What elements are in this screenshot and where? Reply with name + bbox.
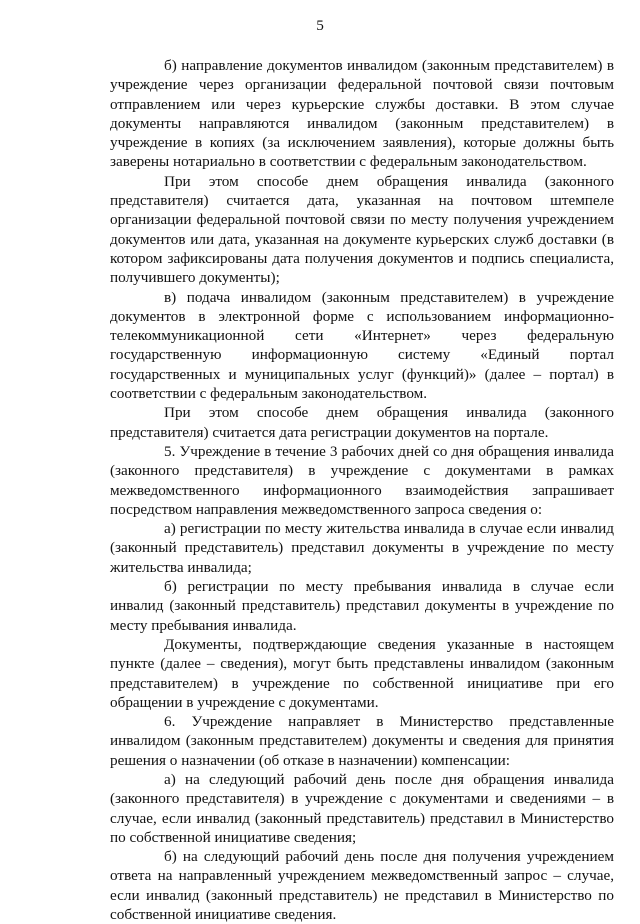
paragraph-postal-date-rule: При этом способе днем обращения инвалида (законного представителя) считается дата, указанная на почтовом штемпеле организации федеральной почтовой связи по месту получения учреждением документов или дата, указанная на документе курьерских служб доставки (в котором зафиксированы дата получения документов и подпись специалиста, получившего документы);	[110, 172, 614, 287]
paragraph-4-b-postal: б) направление документов инвалидом (законным представителем) в учреждение через организации федеральной почтовой связи почтовым отправлением или через курьерские службы доставки. В этом случае документы направляются инвалидом (законным представителем) в учреждение в копиях (за исключением заявления), которые должны быть заверены нотариально в соответствии с федеральным законодательством.	[110, 57, 614, 171]
page-number: 5	[316, 17, 324, 34]
paragraph-5-b-stay: б) регистрации по месту пребывания инвалида в случае если инвалид (законный представитель) представил документы в учреждение по месту пребывания инвалида.	[110, 578, 614, 634]
paragraph-5-interagency-request: 5. Учреждение в течение 3 рабочих дней со дня обращения инвалида (законного представителя) в учреждение с документами в рамках межведомственного информационного взаимодействия запрашивает посредством направления межведомственного запроса сведения о:	[110, 442, 614, 518]
paragraph-5-a-residence: а) регистрации по месту жительства инвалида в случае если инвалид (законный представитель) представил документы в учреждение по месту жительства инвалида;	[110, 520, 614, 576]
paragraph-6-b: б) на следующий рабочий день после дня получения учреждением ответа на направленный учреждением межведомственный запрос – случае, если инвалид (законный представитель) не представил в Министерство по собственной инициативе сведения.	[110, 848, 614, 924]
paragraph-portal-date-rule: При этом способе днем обращения инвалида (законного представителя) считается дата регистрации документов на портале.	[110, 404, 614, 441]
paragraph-6-a: а) на следующий рабочий день после дня обращения инвалида (законного представителя) в учреждение с документами и сведениями – в случае, если инвалид (законный представитель) представил в Министерство по собственной инициативе сведения;	[110, 770, 614, 846]
paragraph-4-v-electronic: в) подача инвалидом (законным представителем) в учреждение документов в электронной форме с использованием информационно-телекоммуникационной сети «Интернет» через федеральную государственную информационную систему «Единый портал государственных и муниципальных услуг (функций)» (далее – портал) в соответствии с федеральным законодательством.	[110, 288, 614, 403]
paragraph-6-submission: 6. Учреждение направляет в Министерство представленные инвалидом (законным представителем) документы и сведения для принятия решения о назначении (об отказе в назначении) компенсации:	[110, 713, 614, 769]
document-body	[110, 56, 614, 924]
paragraph-supporting-documents: Документы, подтверждающие сведения указанные в настоящем пункте (далее – сведения), могут быть представлены инвалидом (законным представителем) в учреждение по собственной инициативе при его обращении в учреждение с документами.	[110, 635, 614, 711]
